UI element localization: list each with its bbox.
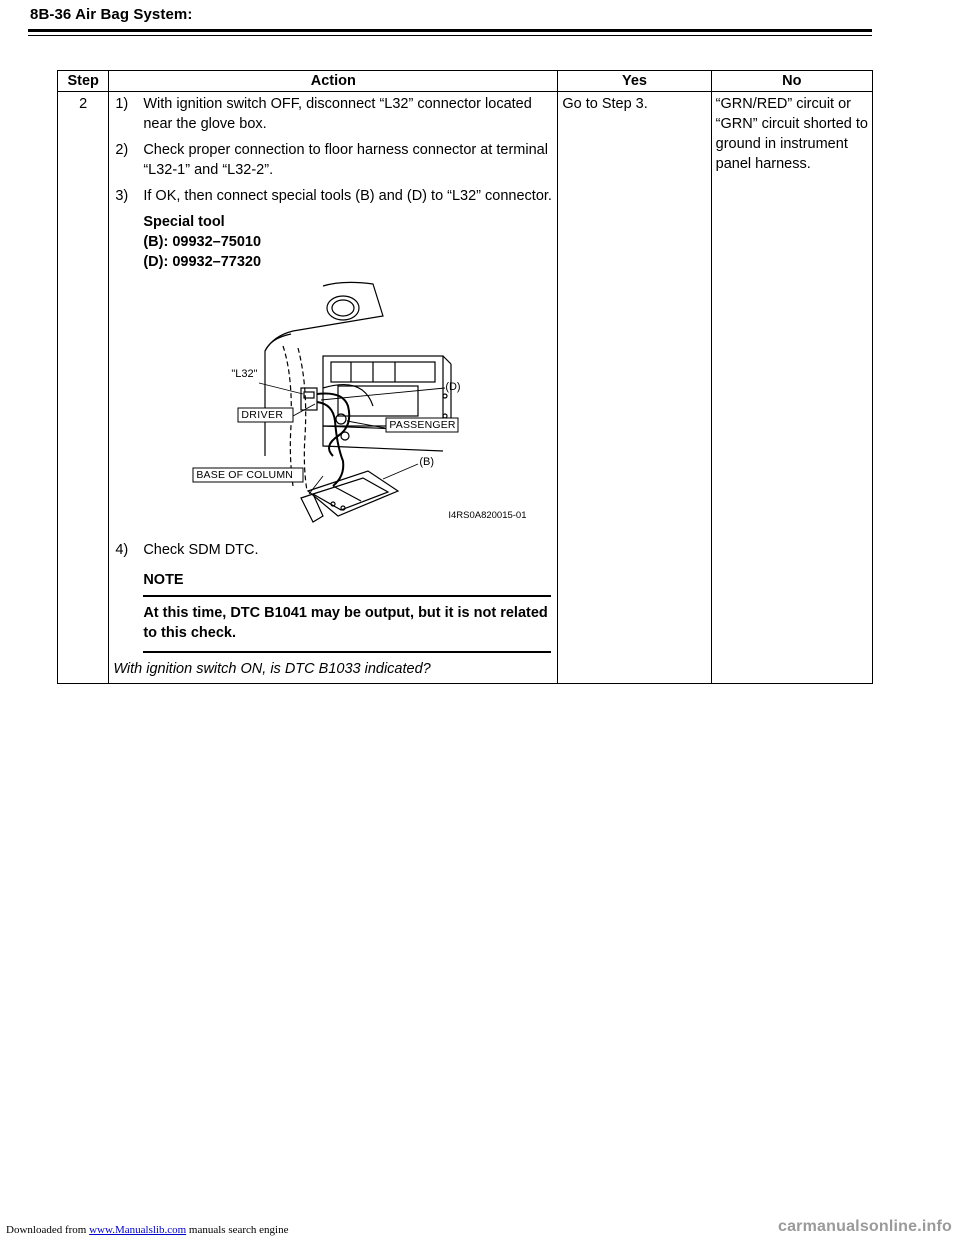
- action-cell: [109, 92, 558, 684]
- action-item: [113, 94, 553, 134]
- note-body: At this time, DTC B1041 may be output, but it is not related to this check.: [143, 597, 551, 653]
- figure-label-b: (B): [419, 456, 434, 468]
- table-row: [58, 92, 873, 684]
- connector-illustration: [173, 276, 553, 538]
- figure-label-passenger: PASSENGER: [389, 419, 456, 431]
- no-result: “GRN/RED” circuit or “GRN” circuit shorted to ground in instrument panel harness.: [711, 92, 872, 684]
- header-rule: [28, 29, 872, 32]
- action-list: [113, 94, 553, 206]
- figure-label-driver: DRIVER: [241, 409, 284, 421]
- action-text: Check SDM DTC.: [143, 542, 259, 558]
- header-rule-thin: [28, 35, 872, 36]
- check-question: With ignition switch ON, is DTC B1033 indicated?: [113, 661, 431, 677]
- note-title: NOTE: [143, 570, 551, 597]
- footer-suffix: manuals search engine: [186, 1224, 289, 1236]
- special-tool-d: (D): 09932–77320: [143, 254, 262, 270]
- figure-label-base: BASE OF COLUMN: [196, 469, 294, 481]
- figure-label-d: (D): [445, 381, 461, 393]
- action-number: 2): [115, 142, 129, 158]
- action-number: 4): [115, 542, 129, 558]
- note-box: [143, 570, 551, 653]
- action-item: [113, 540, 553, 560]
- action-item: [113, 140, 553, 180]
- action-number: 1): [115, 96, 129, 112]
- action-text: With ignition switch OFF, disconnect “L32” connector located near the glove box.: [143, 96, 532, 132]
- special-tool-block: [113, 212, 553, 272]
- special-tool-heading: Special tool: [143, 214, 225, 230]
- step-number: 2: [58, 92, 109, 684]
- page-title: 8B-36 Air Bag System:: [30, 6, 193, 23]
- illustration-svg: [173, 276, 553, 538]
- special-tool-b: (B): 09932–75010: [143, 234, 262, 250]
- action-item: [113, 186, 553, 206]
- footer-prefix: Downloaded from: [6, 1224, 90, 1236]
- column-header-yes: Yes: [558, 71, 711, 92]
- column-header-action: Action: [109, 71, 558, 92]
- column-header-step: Step: [58, 71, 109, 92]
- footer-source: [6, 1224, 288, 1236]
- figure-label-l32: "L32": [231, 368, 258, 380]
- table-header-row: [58, 71, 873, 92]
- yes-result: Go to Step 3.: [558, 92, 711, 684]
- action-text: Check proper connection to floor harness connector at terminal “L32-1” and “L32-2”.: [143, 142, 548, 178]
- footer-watermark: carmanualsonline.info: [777, 1218, 952, 1235]
- action-text: If OK, then connect special tools (B) and (D) to “L32” connector.: [143, 188, 552, 204]
- procedure-table: [57, 70, 873, 684]
- figure-code: I4RS0A820015-01: [448, 510, 527, 521]
- footer-link[interactable]: www.Manualslib.com: [89, 1224, 187, 1236]
- action-number: 3): [115, 188, 129, 204]
- action-list-2: [113, 540, 553, 560]
- column-header-no: No: [711, 71, 872, 92]
